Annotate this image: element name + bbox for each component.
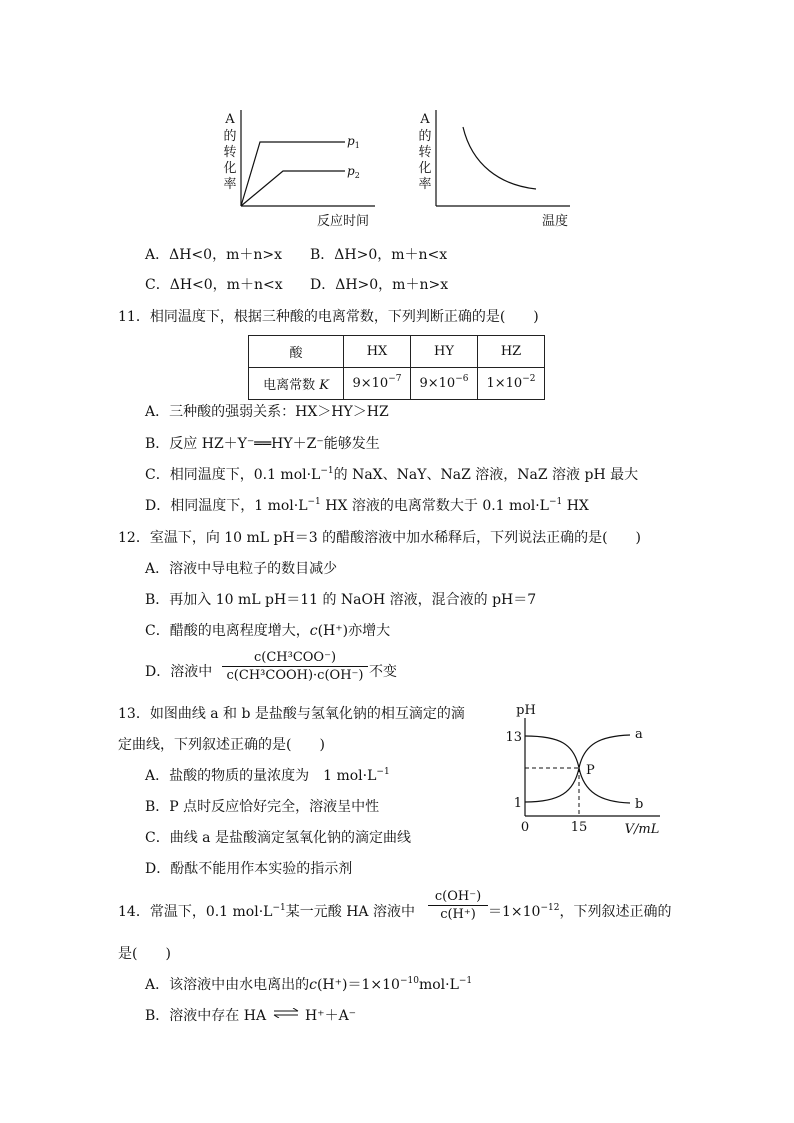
graph1-xlabel: 反应时间: [316, 214, 370, 229]
graph2-ylabel-2: 的: [418, 129, 432, 144]
q11-stem: 11．相同温度下，根据三种酸的电离常数，下列判断正确的是( ): [118, 309, 539, 325]
q14-stem-part1: 14．常温下，0.1 $mol\cdot L^{-1}$某一元酸 HA 溶液中: [118, 903, 415, 920]
q14-stem-line2: 是( ): [118, 946, 171, 962]
q10-option-b: B．ΔH>0，m＋n<x: [310, 247, 448, 263]
table-cell-hy: $9\times 10^{-6}$: [411, 368, 478, 400]
q10-option-c: C．ΔH<0，m＋n<x: [145, 277, 283, 293]
q14-option-b: B．溶液中存在 HA H⁺＋A⁻: [145, 1008, 357, 1024]
q12-option-d-suffix: 不变: [369, 664, 397, 680]
q12-option-a: A．溶液中导电粒子的数目减少: [145, 561, 338, 577]
q13-option-d: D．酚酞不能用作本实验的指示剂: [145, 861, 353, 877]
table-row-label: 电离常数 K: [249, 368, 344, 400]
q13-option-a: A．盐酸的物质的量浓度为 1 $mol\cdot L^{-1}$: [145, 767, 390, 784]
table-header-hx: HX: [344, 336, 411, 368]
table-cell-hz: $1\times 10^{-2}$: [478, 368, 545, 400]
q14-fraction-numerator: c(OH⁻): [428, 889, 488, 906]
q12-stem: 12．室温下，向 10 mL pH＝3 的醋酸溶液中加水稀释后，下列说法正确的是( ): [118, 530, 642, 546]
titration-y-top-tick: 13: [505, 730, 522, 745]
q13-stem-line2: 定曲线，下列叙述正确的是( ): [118, 737, 325, 753]
curve-b-label: b: [635, 797, 644, 812]
graph2-curve: [463, 127, 536, 189]
table-header-hz: HZ: [478, 336, 545, 368]
q12-fraction: [222, 650, 368, 683]
titration-curve-graph: [500, 698, 675, 840]
titration-x-label: V/mL: [624, 822, 660, 837]
q12-option-c: C．醋酸的电离程度增大，c(H⁺)亦增大: [145, 623, 391, 639]
q11-option-b: B．反应 HZ＋Y⁻══HY＋Z⁻能够发生: [145, 436, 380, 452]
table-row: [249, 368, 545, 400]
q14-stem-part2: $=1\times 10^{-12}$，下列叙述正确的: [488, 903, 672, 920]
q12-fraction-denominator: c(CH³COOH)·c(OH⁻): [226, 668, 364, 683]
curve-a: [525, 735, 630, 768]
label-p2: $p_2$: [347, 164, 360, 180]
q13-stem-line1: 13．如图曲线 a 和 b 是盐酸与氢氧化钠的相互滴定的滴: [118, 706, 465, 722]
graph2-ylabel-5: 率: [418, 177, 432, 192]
graph1-ylabel-5: 率: [223, 177, 237, 192]
titration-y-label: pH: [516, 703, 536, 718]
q14-fraction: [428, 889, 488, 922]
titration-y-bottom-tick: 1: [513, 796, 522, 811]
curve-p1: [241, 142, 345, 206]
curve-a-label: a: [635, 727, 643, 742]
q11-option-c: C．相同温度下，0.1 $mol\cdot L^{-1}$的 NaX、NaY、NaZ 溶液，NaZ 溶液 pH 最大: [145, 466, 639, 483]
table-header-hy: HY: [411, 336, 478, 368]
q12-option-b: B．再加入 10 mL pH＝11 的 NaOH 溶液，混合液的 pH＝7: [145, 592, 537, 608]
graph1-ylabel-4: 化: [223, 161, 237, 176]
table-header-acid: 酸: [249, 336, 344, 368]
conversion-vs-time-graph: [215, 105, 390, 230]
equilibrium-arrow-icon: [273, 1008, 299, 1018]
graph1-ylabel-1: A: [225, 112, 235, 127]
graph2-ylabel-3: 转: [418, 145, 432, 160]
dissociation-constant-table: [248, 335, 545, 400]
curve-b: [525, 768, 630, 803]
conversion-vs-temperature-graph: [410, 105, 585, 230]
graph2-xlabel: 温度: [541, 214, 569, 229]
q14-fraction-denominator: c(H⁺): [440, 907, 476, 922]
q12-fraction-numerator: c(CH³COO⁻): [222, 650, 368, 667]
titration-x-tick: 15: [570, 820, 588, 835]
titration-point-p: P: [586, 763, 595, 778]
q10-option-a: A．ΔH<0，m＋n>x: [145, 247, 282, 263]
table-cell-hx: $9\times 10^{-7}$: [344, 368, 411, 400]
curve-p2: [241, 171, 345, 206]
graph2-ylabel-4: 化: [418, 161, 432, 176]
q13-option-b: B．P 点时反应恰好完全，溶液呈中性: [145, 799, 380, 815]
q13-option-c: C．曲线 a 是盐酸滴定氢氧化钠的滴定曲线: [145, 830, 411, 846]
q11-option-d: D．相同温度下，1 $mol\cdot L^{-1}$ HX 溶液的电离常数大于 0.1 $mol\cdot L^{-1}$ HX: [145, 497, 589, 514]
q14-option-a: A．该溶液中由水电离出的$c(H^+)=1\times 10^{-10}mol\cdot L^{-1}$: [145, 976, 473, 993]
label-p1: $p_1$: [347, 134, 360, 150]
graph2-ylabel-1: A: [420, 112, 430, 127]
table-header-row: [249, 336, 545, 368]
titration-origin: 0: [520, 820, 530, 835]
q10-option-d: D．ΔH>0，m＋n>x: [310, 277, 449, 293]
q11-option-a: A．三种酸的强弱关系：HX＞HY＞HZ: [145, 404, 389, 420]
q12-option-d-prefix: D．溶液中: [145, 664, 213, 680]
graph1-ylabel-3: 转: [223, 145, 237, 160]
graph1-ylabel-2: 的: [223, 129, 237, 144]
